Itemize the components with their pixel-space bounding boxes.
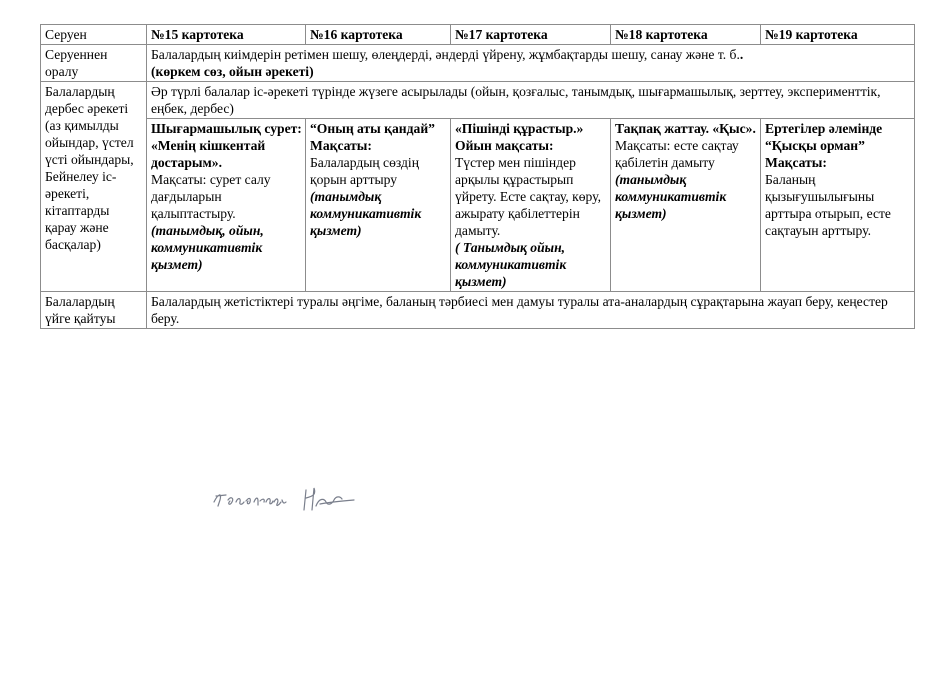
home-row bbox=[41, 292, 915, 329]
header-label: Серуен bbox=[41, 25, 147, 45]
header-row bbox=[41, 25, 915, 45]
activity-card-18 bbox=[611, 119, 761, 292]
header-card-17: №17 картотека bbox=[451, 25, 611, 45]
card-16-note: (танымдық коммуникативтік қызмет) bbox=[310, 189, 422, 238]
card-15-note: (танымдық, ойын, коммуникативтік қызмет) bbox=[151, 223, 264, 272]
activity-intro-row bbox=[41, 82, 915, 119]
card-19-goal-label: Мақсаты: bbox=[765, 155, 827, 170]
card-18-goal: Мақсаты: есте сақтау қабілетін дамыту bbox=[615, 138, 739, 170]
card-16-title: “Оның аты қандай” bbox=[310, 121, 435, 136]
header-card-16: №16 картотека bbox=[306, 25, 451, 45]
return-label: Серуеннен оралу bbox=[41, 45, 147, 82]
plan-table bbox=[40, 24, 915, 329]
return-content: Балалардың киімдерін ретімен шешу, өлеңдерді, әндерді үйрену, жұмбақтарды шешу, санау және т. б.. (көркем сөз, ойын әрекеті) bbox=[147, 45, 915, 82]
return-note: (көркем сөз, ойын әрекеті) bbox=[151, 64, 314, 79]
activity-card-19 bbox=[761, 119, 915, 292]
card-16-goal-label: Мақсаты: bbox=[310, 138, 372, 153]
card-17-goal: Түстер мен пішіндер арқылы құрастырып үйрету. Есте сақтау, көру, ажырату қабілеттерін дамыту. bbox=[455, 155, 601, 238]
return-text: Балалардың киімдерін ретімен шешу, өлеңдерді, әндерді үйрену, жұмбақтарды шешу, санау және т. б. bbox=[151, 47, 740, 62]
handwritten-signature bbox=[210, 480, 360, 520]
card-17-note: ( Танымдық ойын, коммуникативтік қызмет) bbox=[455, 240, 567, 289]
activity-label: Балалардың дербес әрекеті (аз қимылды ойындар, үстел үсті ойындары, Бейнелеу іс-әрекеті, кітаптарды қарау және басқалар) bbox=[41, 82, 147, 292]
header-card-15: №15 картотека bbox=[147, 25, 306, 45]
activity-card-16 bbox=[306, 119, 451, 292]
header-card-19: №19 картотека bbox=[761, 25, 915, 45]
card-19-title: Ертегілер әлемінде “Қысқы орман” bbox=[765, 121, 883, 153]
return-row bbox=[41, 45, 915, 82]
card-15-title: Шығармашылық сурет: «Менің кішкентай достарым». bbox=[151, 121, 302, 170]
home-text: Балалардың жетістіктері туралы әңгіме, баланың тәрбиесі мен дамуы туралы ата-аналардың сұрақтарына жауап беру, кеңестер беру. bbox=[147, 292, 915, 329]
card-19-goal: Баланың қызығушылығыны арттыра отырып, есте сақтауын арттыру. bbox=[765, 172, 891, 238]
home-label: Балалардың үйге қайтуы bbox=[41, 292, 147, 329]
activity-intro: Әр түрлі балалар іс-әрекеті түрінде жүзеге асырылады (ойын, қозғалыс, танымдық, шығармашылық, зерттеу, эксперименттік, еңбек, дербес) bbox=[147, 82, 915, 119]
card-17-title: «Пішінді құрастыр.» bbox=[455, 121, 584, 136]
card-18-note: (танымдық коммуникативтік қызмет) bbox=[615, 172, 727, 221]
card-16-goal: Балалардың сөздің қорын арттыру bbox=[310, 155, 419, 187]
activity-card-17 bbox=[451, 119, 611, 292]
card-17-goal-label: Ойын мақсаты: bbox=[455, 138, 554, 153]
signature-word-stroke bbox=[214, 495, 286, 506]
activity-card-15 bbox=[147, 119, 306, 292]
activity-cards-row bbox=[41, 119, 915, 292]
card-18-title: Тақпақ жаттау. «Қыс». bbox=[615, 121, 756, 136]
header-card-18: №18 картотека bbox=[611, 25, 761, 45]
card-15-goal: Мақсаты: сурет салу дағдыларын қалыптастыру. bbox=[151, 172, 271, 221]
signature-initial-stroke bbox=[304, 488, 354, 510]
